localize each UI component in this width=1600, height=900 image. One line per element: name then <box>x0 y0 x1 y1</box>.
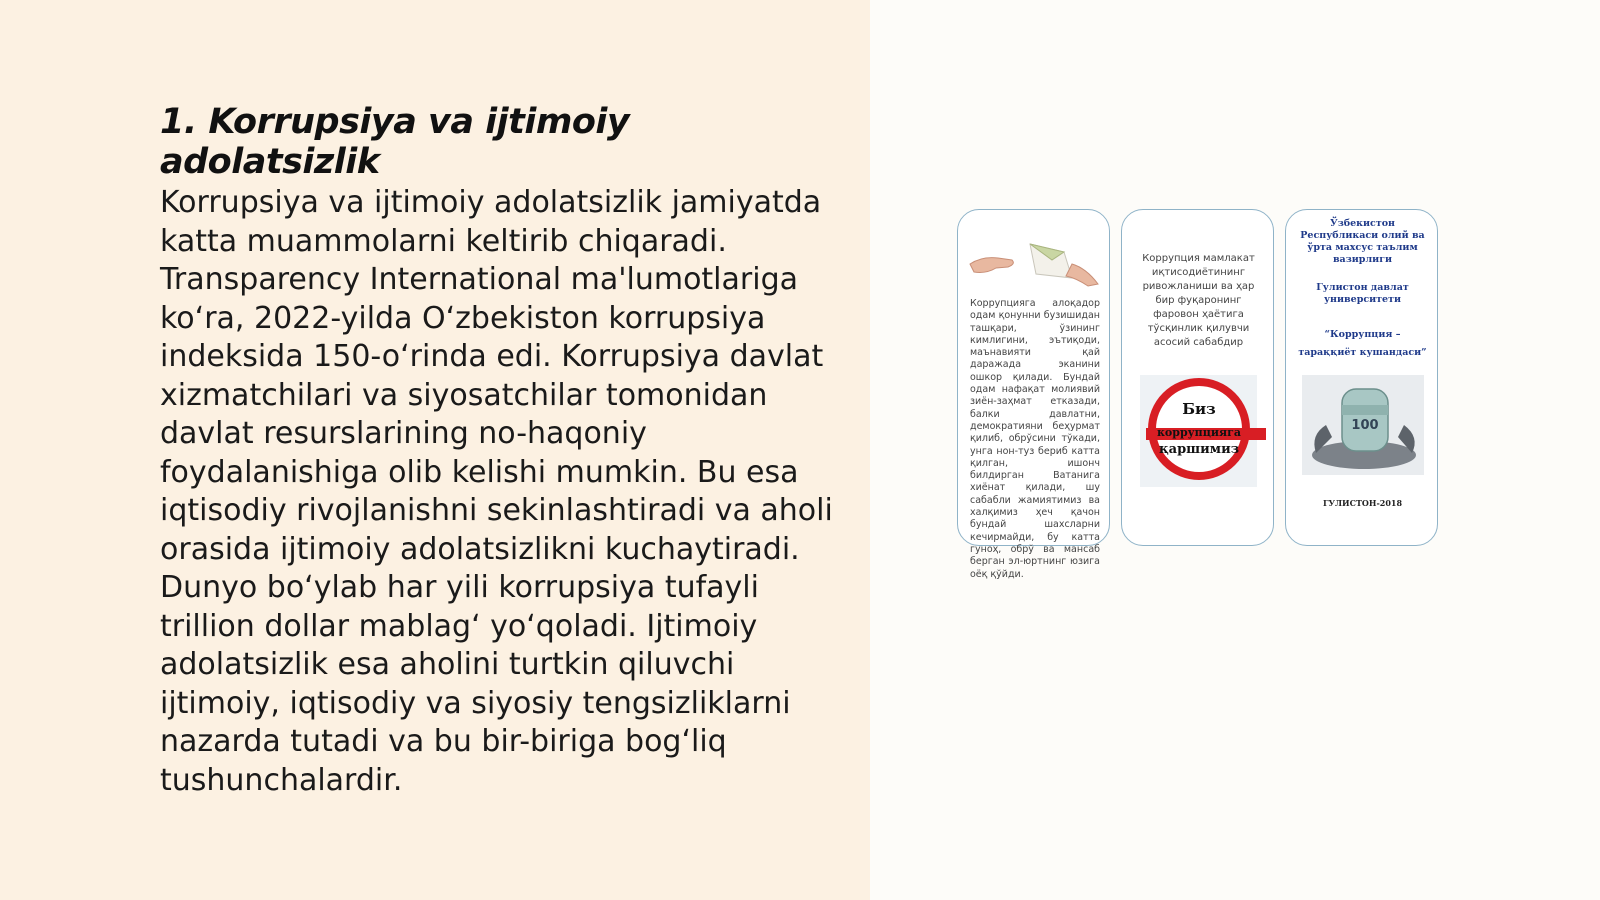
paragraph-line: davlat resurslarining no-haqoniy <box>160 416 647 451</box>
paragraph-line: xizmatchilari va siyosatchilar tomonidan <box>160 377 768 413</box>
paragraph-line: ko‘ra, 2022-yilda O‘zbekiston korrupsiya <box>160 300 766 336</box>
stop-sign-line-3: қаршимиз <box>1158 442 1240 457</box>
paragraph-line: adolatsizlik esa aholini turtkin qiluvchi <box>160 647 735 682</box>
brochure-panel-1 <box>957 209 1110 580</box>
anti-corruption-stop-sign <box>1148 378 1250 480</box>
paragraph-line: nazarda tutadi va bu bir-biriga bog‘liq <box>160 724 727 759</box>
paragraph-line: Transparency International ma'lumotlariga <box>160 262 798 297</box>
paragraph-line: iqtisodiy rivojlanishni sekinlashtiradi va aholi <box>160 493 833 528</box>
paragraph-line: trillion dollar mablag‘ yo‘qoladi. Ijtimoiy <box>160 608 758 644</box>
paragraph-line: orasida ijtimoiy adolatsizlikni kuchaytiradi. <box>160 531 800 567</box>
paragraph-line: foydalanishiga olib kelishi mumkin. Bu esa <box>160 454 799 490</box>
panel-2-text: Коррупция мамлакат иқтисодиётининг ривожланиши ва ҳар бир фуқаронинг фаровон ҳаётига тўсқинлик қилувчи асосий сабабдир <box>1142 253 1255 348</box>
money-trap-image <box>1302 375 1424 475</box>
brochure-panel-2 <box>1121 209 1274 546</box>
brochure-panel-3 <box>1285 209 1438 546</box>
ministry-name: Ўзбекистон Республикаси олий ва ўрта махсус таълим вазирлиги <box>1300 218 1425 265</box>
money-label: 100 <box>1351 418 1379 433</box>
paragraph-line: tushunchalardir. <box>160 762 403 798</box>
paragraph-line: ijtimoiy, iqtisodiy va siyosiy tengsizliklarni <box>160 685 791 721</box>
brochure-slogan: “Коррупция – тараққиёт кушандаси” <box>1298 329 1427 358</box>
paragraph-line: Dunyo bo‘ylab har yili korrupsiya tufayli <box>160 570 759 605</box>
university-name: Гулистон давлат университети <box>1316 282 1409 305</box>
slide-body-text <box>160 184 840 800</box>
brochure-footer: ГУЛИСТОН-2018 <box>1322 498 1403 508</box>
panel-1-text: Коррупцияга алоқадор одам қонунни бузишидан ташқари, ўзининг кимлигини, эътиқоди, маънавияти қай даражада эканини ошкор қилади. Бундай одам нафақат молиявий зиён-заҳмат етказади, балки давлатни, демократияни беҳурмат қилиб, обрўсини тўкади, унга нон-туз бериб катта қилган, ишонч билдирган Ватанига хиёнат қилади, шу сабабли жамиятимиз ва халқимиз ҳеч қачон бундай шахсларни кечирмайди, бу катта гуноҳ, обрў ва мансаб берган эл-юртнинг юзига оёқ қўйди. <box>970 298 1100 580</box>
paragraph-line: indeksida 150-o‘rinda edi. Korrupsiya davlat <box>160 339 824 374</box>
stop-sign-line-2: коррупцияга <box>1156 426 1242 439</box>
stop-sign-line-1: Биз <box>1182 400 1216 418</box>
slide-title: 1. Korrupsiya va ijtimoiy adolatsizlik <box>160 102 630 182</box>
paragraph-line: Korrupsiya va ijtimoiy adolatsizlik jamiyatda <box>160 185 822 220</box>
bribe-hands-image <box>968 234 1103 288</box>
paragraph-line: katta muammolarni keltirib chiqaradi. <box>160 223 727 259</box>
